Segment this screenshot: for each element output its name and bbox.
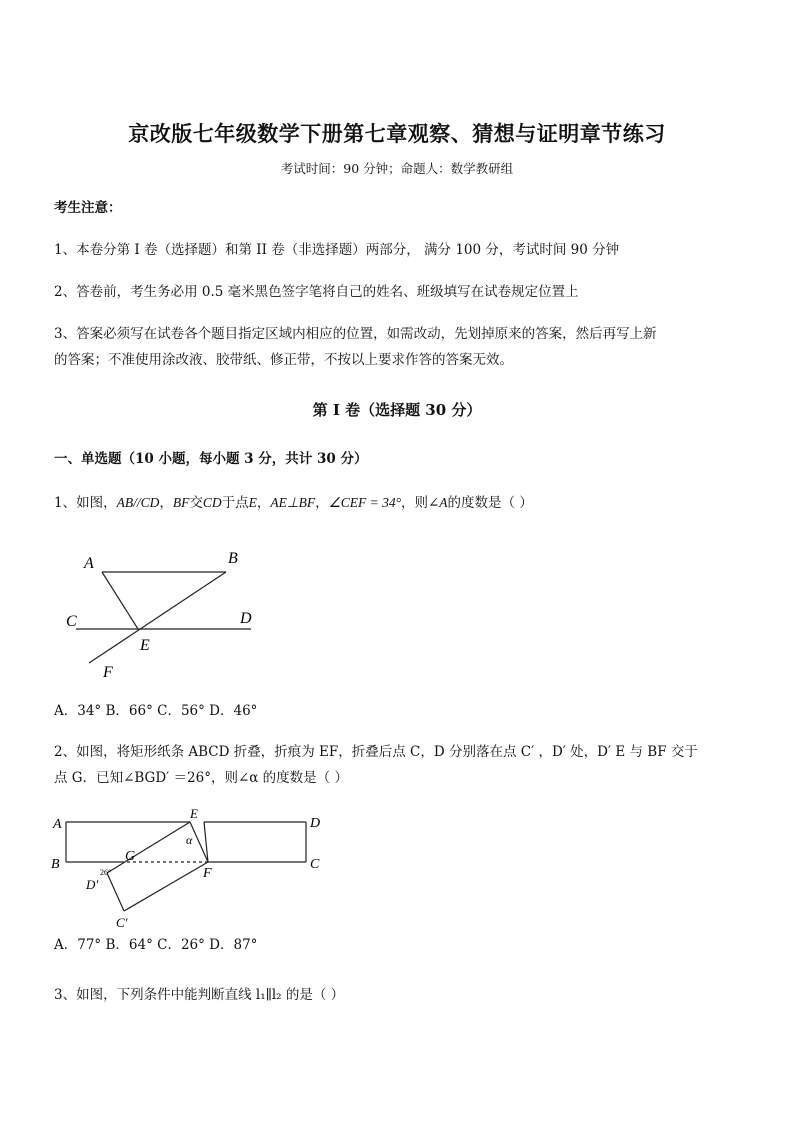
notice-item-2: 2、答卷前，考生务必用 0.5 毫米黑色签字笔将自己的姓名、班级填写在试卷规定位置上 [54, 284, 579, 300]
fold-ed-prime [107, 822, 190, 873]
question-2-options: A．77° B．64° C．26° D．87° [54, 937, 258, 953]
q1-ab-cd: AB//CD [116, 495, 160, 510]
label-a: A [53, 817, 62, 832]
q1-text-c: ，则∠ [400, 495, 440, 511]
label-d: D [310, 816, 321, 831]
label-c-prime: C′ [116, 915, 128, 930]
q1-bf: BF [172, 495, 190, 510]
label-f: F [203, 866, 212, 881]
question-1-text: 1、如图，AB//CD，BF交CD于点E，AE⊥BF，∠CEF = 34°，则∠A的度数是（ ） [54, 495, 533, 511]
label-f: F [103, 664, 113, 681]
notice-item-3-line-1: 3、答案必须写在试卷各个题目指定区域内相应的位置，如需改动，先划掉原来的答案，然后再写上新 [54, 326, 657, 342]
label-e: E [140, 637, 150, 654]
q1-prefix: 1、如图， [54, 495, 117, 511]
crease-ef [190, 822, 208, 862]
label-d: D [240, 610, 252, 627]
line-bf [89, 572, 226, 663]
label-d-prime: D′ [86, 877, 99, 892]
notice-item-3-line-2: 的答案；不准使用涂改液、胶带纸、修正带，不按以上要求作答的答案无效。 [54, 352, 513, 368]
label-alpha: α [186, 833, 193, 847]
label-e: E [190, 806, 198, 821]
notice-item-1: 1、本卷分第 I 卷（选择题）和第 II 卷（非选择题）两部分， 满分 100 分，考试时间 90 分钟 [54, 242, 620, 258]
document-title: 京改版七年级数学下册第七章观察、猜想与证明章节练习 [128, 121, 666, 146]
q1-e: E [248, 495, 257, 510]
edge-c-prime-f [124, 862, 208, 911]
question-1-figure [60, 545, 270, 685]
notice-heading: 考生注意： [54, 200, 122, 216]
label-angle-26: 26° [100, 868, 112, 877]
label-g: G [125, 849, 136, 864]
question-3-text: 3、如图，下列条件中能判断直线 l₁∥l₂ 的是（ ） [54, 987, 345, 1003]
label-b: B [228, 550, 238, 567]
q1-text-d: 的度数是（ ） [447, 495, 533, 511]
question-2-line-2: 点 G．已知∠BGD′ ＝26°，则∠α 的度数是（ ） [54, 770, 348, 786]
q1-a: A [439, 495, 448, 510]
part-title: 一、单选题（10 小题，每小题 3 分，共计 30 分） [54, 451, 368, 467]
label-c: C [66, 613, 77, 630]
question-2-figure [48, 805, 338, 935]
question-2-line-1: 2、如图，将矩形纸条 ABCD 折叠，折痕为 EF，折叠后点 C，D 分别落在点 C′ ，D′ 处，D′ E 与 BF 交于 [54, 744, 698, 760]
document-subtitle: 考试时间：90 分钟；命题人：数学教研组 [280, 161, 514, 176]
q1-angle: ∠CEF = 34° [328, 495, 401, 510]
q1-text-a: 交 [189, 495, 203, 511]
label-c: C [310, 857, 320, 872]
fold-edge-ef [204, 822, 208, 862]
q1-text-b: 于点 [221, 495, 249, 511]
q1-cd: CD [202, 495, 222, 510]
label-b: B [51, 857, 60, 872]
line-ae [102, 572, 138, 629]
question-1-options: A．34° B．66° C．56° D．46° [54, 703, 258, 719]
section-title: 第 I 卷（选择题 30 分） [312, 401, 482, 419]
q1-ae-bf: AE⊥BF [270, 495, 316, 510]
edge-d-prime-c-prime [107, 873, 124, 911]
label-a: A [84, 555, 94, 572]
